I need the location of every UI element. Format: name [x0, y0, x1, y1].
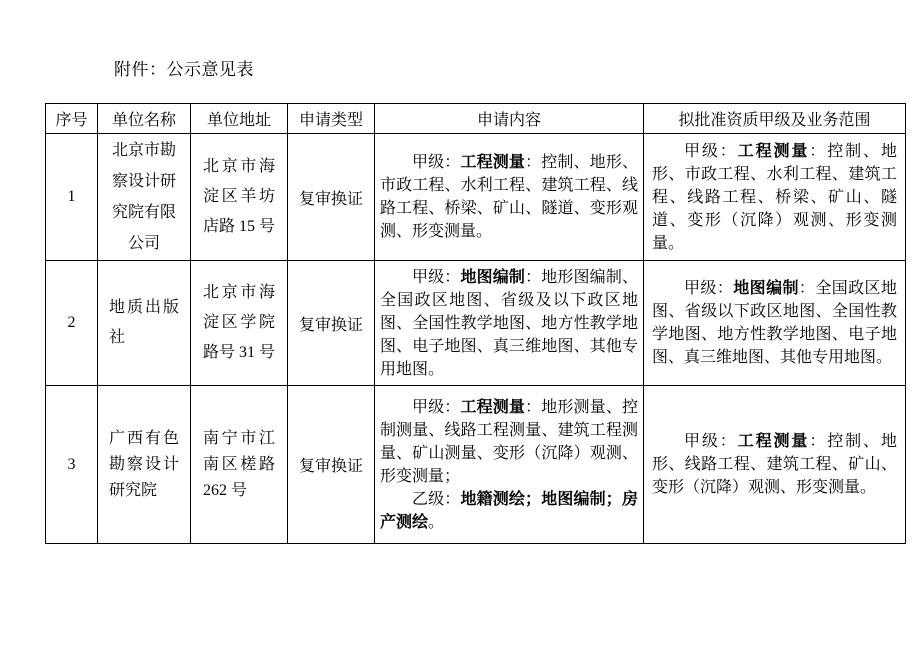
- cell-application-type: 复审换证: [288, 261, 375, 386]
- table-body: [46, 134, 906, 544]
- cell-unit-address: 北京市海淀区羊坊店路 15 号: [191, 134, 288, 261]
- cell-application-content: [375, 386, 644, 544]
- cell-paragraph: 甲级：地图编制：全国政区地图、省级以下政区地图、全国性教学地图、地方性教学地图、电子地图、真三维地图、其他专用地图。: [652, 280, 897, 366]
- cell-approved-scope: [644, 386, 906, 544]
- cell-unit-name: 地质出版社: [98, 261, 191, 386]
- table-header: [46, 104, 906, 134]
- column-header-unit-address: 单位地址: [191, 104, 288, 134]
- cell-unit-name: 北京市勘察设计研究院有限公司: [98, 134, 191, 261]
- cell-serial-number: 1: [46, 134, 98, 261]
- column-header-approved-scope: 拟批准资质甲级及业务范围: [644, 104, 906, 134]
- table-row: [46, 386, 906, 544]
- cell-serial-number: 3: [46, 386, 98, 544]
- column-header-application-type: 申请类型: [288, 104, 375, 134]
- table-header-row: [46, 104, 906, 134]
- cell-application-content: [375, 261, 644, 386]
- table-row: [46, 261, 906, 386]
- cell-unit-address: 北京市海淀区学院路号 31 号: [191, 261, 288, 386]
- table-row: [46, 134, 906, 261]
- cell-paragraph: 乙级：地籍测绘；地图编制；房产测绘。: [380, 490, 638, 531]
- cell-application-content: [375, 134, 644, 261]
- cell-paragraph: 甲级：地图编制：地形图编制、全国政区地图、省级及以下政区地图、全国性教学地图、地方性教学地图、电子地图、真三维地图、其他专用地图。: [380, 268, 638, 378]
- column-header-unit-name: 单位名称: [98, 104, 191, 134]
- review-table: [45, 103, 906, 544]
- cell-application-type: 复审换证: [288, 134, 375, 261]
- cell-paragraph: 甲级：工程测量：地形测量、控制测量、线路工程测量、建筑工程测量、矿山测量、变形（沉降）观测、形变测量；: [380, 398, 638, 485]
- cell-application-type: 复审换证: [288, 386, 375, 544]
- cell-approved-scope: [644, 261, 906, 386]
- cell-approved-scope: [644, 134, 906, 261]
- cell-unit-name: 广西有色勘察设计研究院: [98, 386, 191, 544]
- cell-serial-number: 2: [46, 261, 98, 386]
- cell-paragraph: 甲级：工程测量：控制、地形、市政工程、水利工程、建筑工程、线路工程、桥梁、矿山、隧道、变形（沉降）观测、形变测量。: [652, 142, 897, 252]
- column-header-application-content: 申请内容: [375, 104, 644, 134]
- document-title: 附件：公示意见表: [114, 60, 254, 79]
- cell-unit-address: 南宁市江南区槎路 262 号: [191, 386, 288, 544]
- cell-paragraph: 甲级：工程测量：控制、地形、线路工程、建筑工程、矿山、变形（沉降）观测、形变测量。: [652, 433, 897, 496]
- column-header-serial-number: 序号: [46, 104, 98, 134]
- cell-paragraph: 甲级：工程测量：控制、地形、市政工程、水利工程、建筑工程、线路工程、桥梁、矿山、隧道、变形观测、形变测量。: [380, 154, 638, 240]
